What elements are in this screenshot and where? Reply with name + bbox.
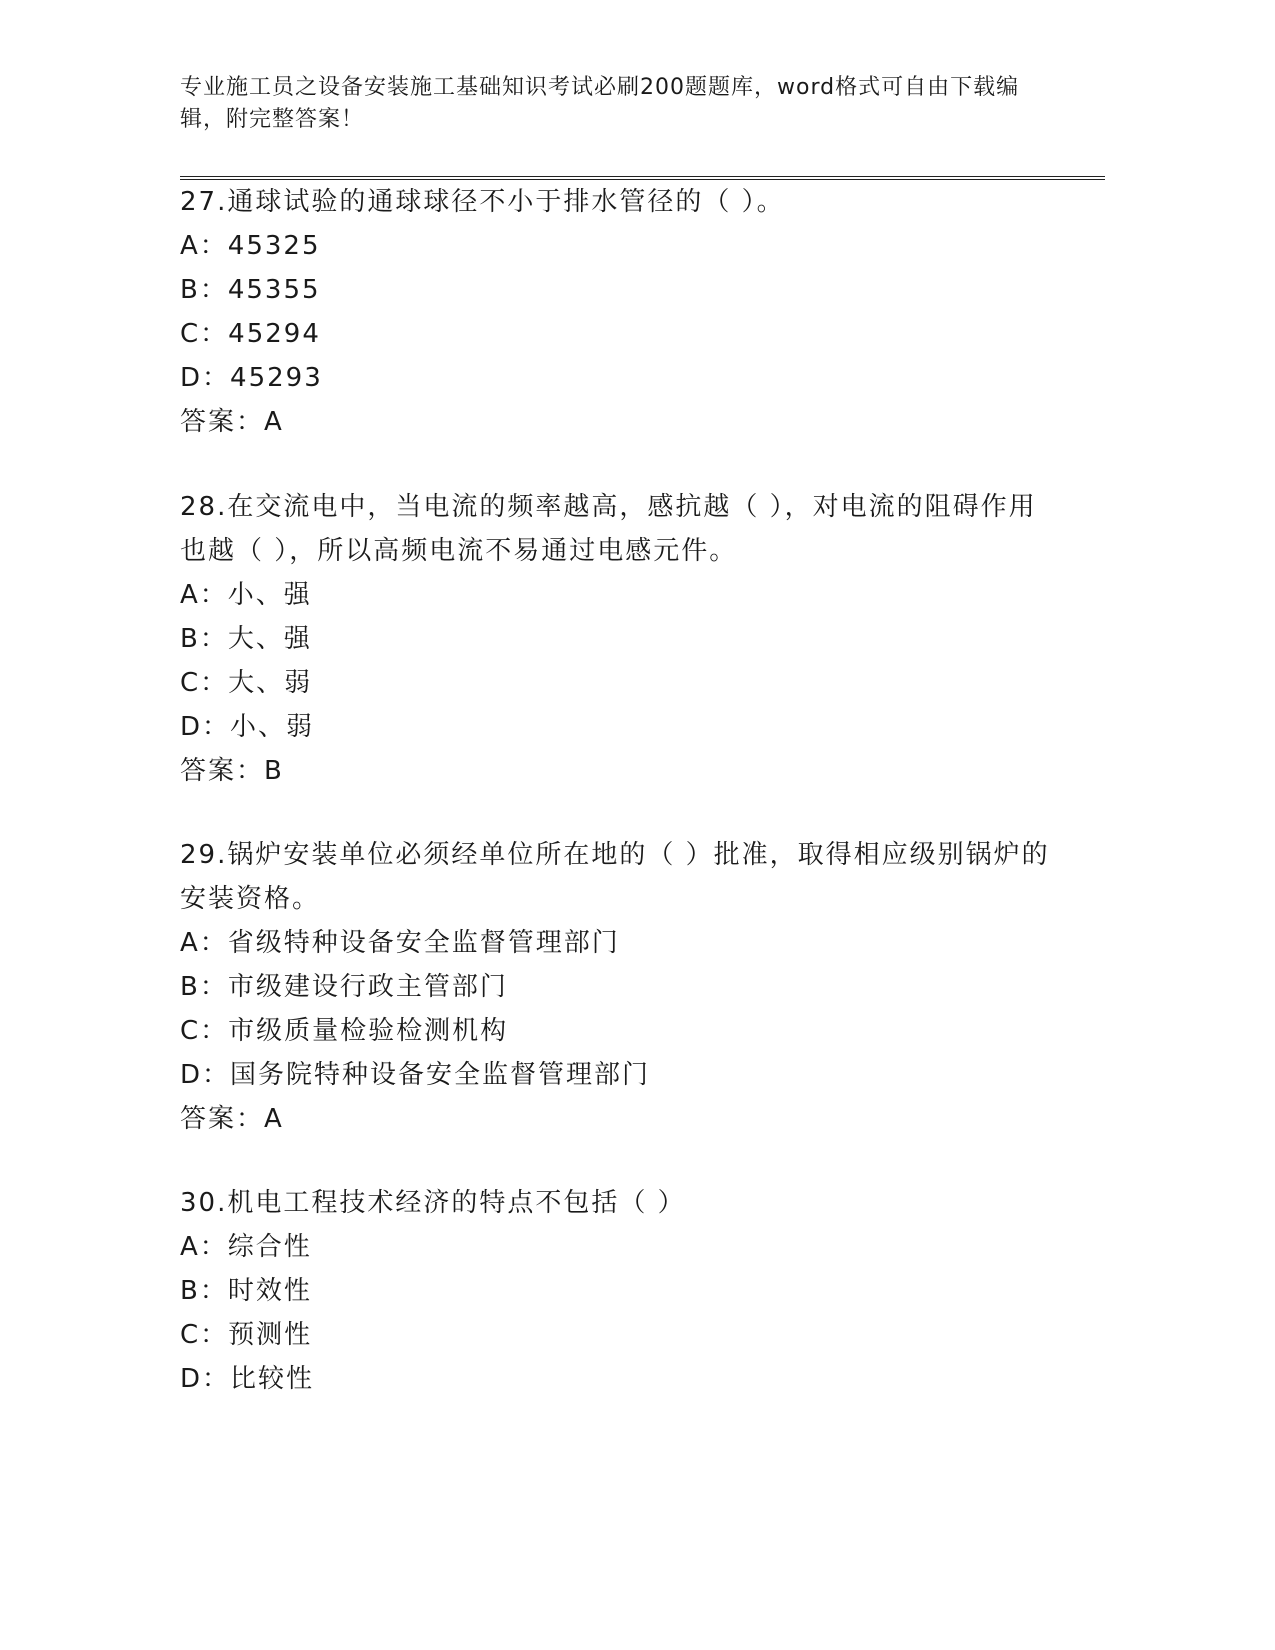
option-c: C：大、弱	[180, 668, 313, 698]
option-b: B：大、强	[180, 624, 312, 654]
option-c: C：市级质量检验检测机构	[180, 1016, 509, 1046]
option-a: A：小、强	[180, 580, 312, 610]
option-d: D：比较性	[180, 1364, 315, 1394]
option-b: B：市级建设行政主管部门	[180, 972, 508, 1002]
option-b: B：45355	[180, 275, 321, 305]
option-d: D：45293	[180, 363, 323, 393]
option-d: D：国务院特种设备安全监督管理部门	[180, 1060, 651, 1090]
answer: 答案：B	[180, 756, 284, 786]
option-d: D：小、弱	[180, 712, 315, 742]
option-c: C：预测性	[180, 1320, 313, 1350]
question-28	[180, 485, 1060, 793]
question-27	[180, 180, 1060, 444]
answer: 答案：A	[180, 1104, 284, 1134]
option-b: B：时效性	[180, 1276, 312, 1306]
question-30	[180, 1181, 1060, 1401]
option-a: A：省级特种设备安全监督管理部门	[180, 928, 620, 958]
option-a: A：综合性	[180, 1232, 312, 1262]
option-c: C：45294	[180, 319, 321, 349]
option-a: A：45325	[180, 231, 321, 261]
answer: 答案：A	[180, 407, 284, 437]
question-stem: 28.在交流电中，当电流的频率越高，感抗越（ ），对电流的阻碍作用也越（ ），所以高频电流不易通过电感元件。	[180, 492, 1037, 566]
question-stem: 30.机电工程技术经济的特点不包括（ ）	[180, 1188, 686, 1218]
question-stem: 27.通球试验的通球球径不小于排水管径的（ ）。	[180, 187, 785, 217]
question-stem: 29.锅炉安装单位必须经单位所在地的（ ）批准，取得相应级别锅炉的安装资格。	[180, 840, 1050, 914]
document-header: 专业施工员之设备安装施工基础知识考试必刷200题题库，word格式可自由下载编辑，附完整答案！	[180, 75, 1020, 132]
question-29	[180, 833, 1060, 1141]
